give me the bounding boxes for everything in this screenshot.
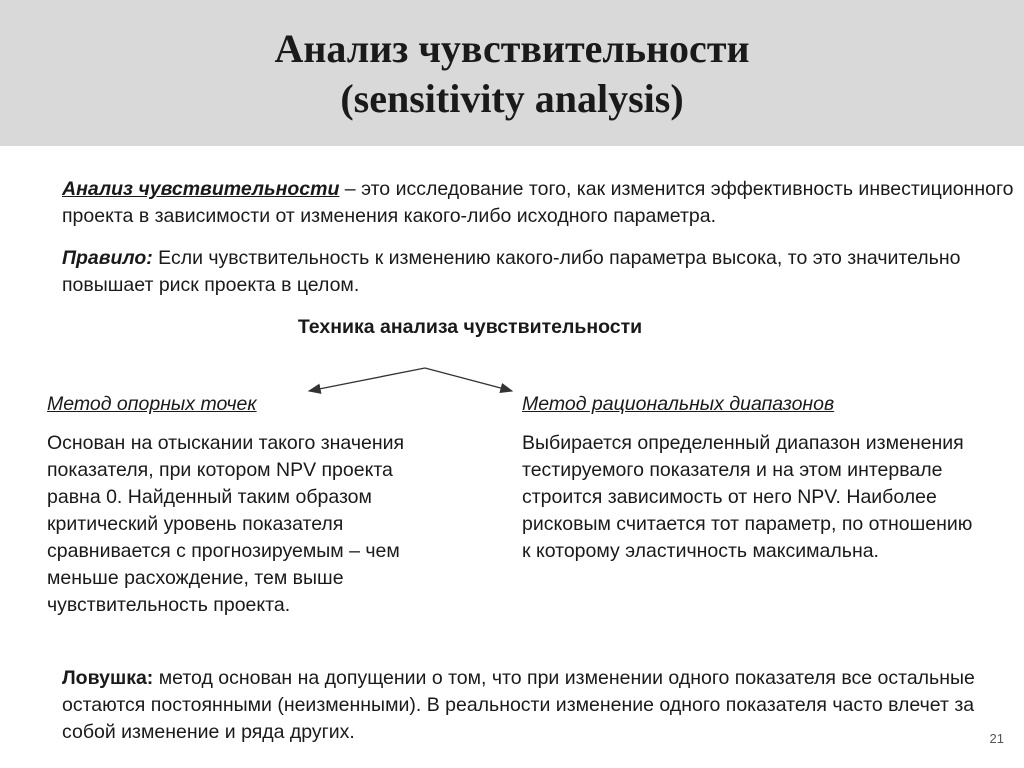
- definition-term: Анализ чувствительности: [62, 178, 340, 200]
- trap-paragraph: [62, 665, 1022, 746]
- method-left: [47, 390, 447, 619]
- title-line-2: (sensitivity analysis): [340, 76, 684, 121]
- method-left-title: Метод опорных точек: [47, 393, 257, 415]
- method-left-body: Основан на отыскании такого значения показателя, при котором NPV проекта равна 0. Найденный таким образом критический уровень показателя сравнивается с прогнозируемым – чем меньше расхождение, тем выше чувствительность проекта.: [47, 432, 405, 616]
- method-right-title: Метод рациональных диапазонов: [522, 393, 835, 415]
- title-line-1: Анализ чувствительности: [274, 26, 750, 71]
- rule-label: Правило:: [62, 247, 153, 269]
- arrow-left: [309, 368, 425, 391]
- page-number: 21: [989, 731, 1004, 746]
- method-right: [522, 390, 977, 565]
- definition-text: – это исследование того, как изменится эффективность инвестиционного проекта в зависимости от изменения какого-либо исходного параметра.: [62, 178, 1014, 227]
- trap-text: метод основан на допущении о том, что при изменении одного показателя все остальные остаются постоянными (неизменными). В реальности изменение одного показателя часто влечет за собой изменение и ряда других.: [62, 667, 975, 743]
- method-right-body: Выбирается определенный диапазон изменения тестируемого показателя и на этом интервале строится зависимость от него NPV. Наиболее рисковым считается тот параметр, по отношению к которому эластичность максимальна.: [522, 432, 973, 562]
- rule-text: Если чувствительность к изменению какого-либо параметра высока, то это значительно повышает риск проекта в целом.: [62, 247, 961, 296]
- technique-heading: Техника анализа чувствительности: [297, 316, 643, 338]
- trap-label: Ловушка:: [62, 667, 154, 689]
- arrow-right: [425, 368, 512, 391]
